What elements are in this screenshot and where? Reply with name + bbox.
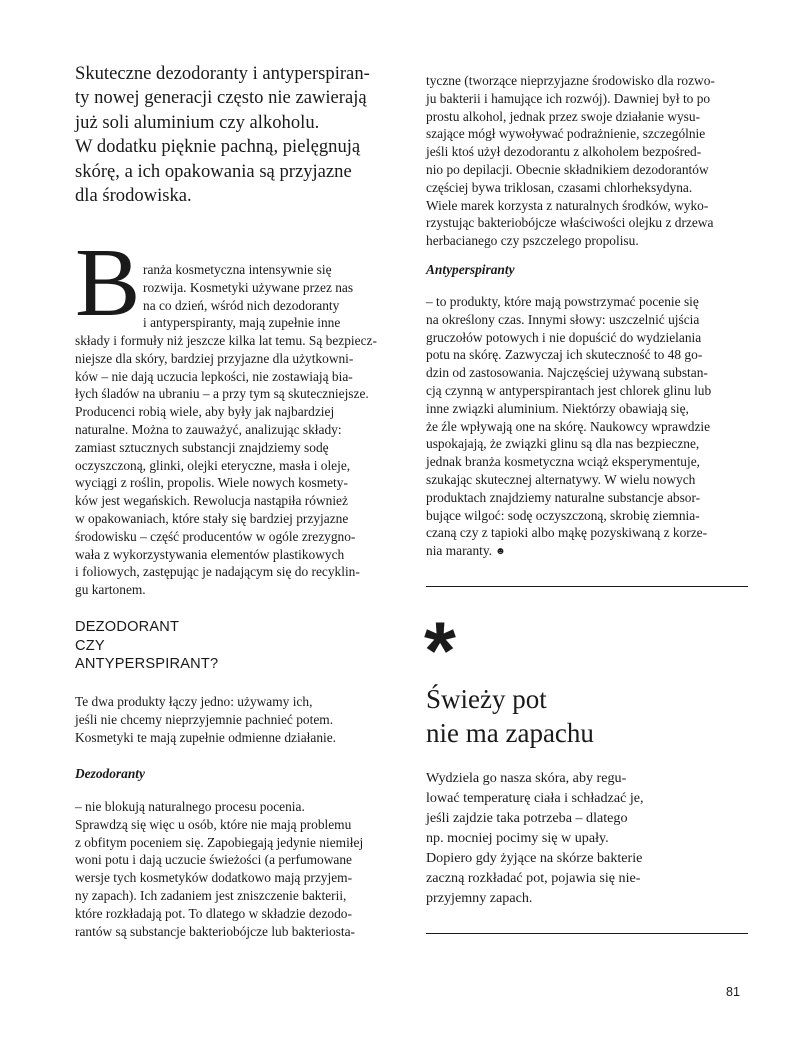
intro-line: niejsze dla skóry, bardziej przyjazne dla użytkowni- [75,350,354,366]
antyperspiranty-line: – to produkty, które mają powstrzymać pocenie się [426,294,699,309]
difference-line: Kosmetyki te mają zupełnie odmienne działanie. [75,729,337,745]
lead-line: ty nowej generacji często nie zawierają [75,87,367,109]
intro-line: zamiast sztucznych substancji znajdziemy sodę [75,439,329,455]
section-heading-line: ANTYPERSPIRANT? [75,656,219,673]
intro-line: oczyszczoną, glinki, olejki eteryczne, masła i oleje, [75,457,351,473]
section-heading-line: CZY [75,637,105,654]
antyperspiranty-line [426,542,711,561]
intro-line: na co dzień, wśród nich dezodoranty [143,297,340,313]
asterisk-icon: * [424,606,456,697]
intro-indented-lines [143,261,353,332]
intro-line: ków jest wegańskich. Rewolucja nastąpiła również [75,493,348,509]
intro-line: naturalne. Można to zauważyć, analizując składy: [75,421,342,437]
dezodoranty-line: które rozkładają pot. To dlatego w składzie dezodo- [75,905,352,921]
sidebar-line: przyjemny zapach. [426,890,533,906]
antyperspiranty-line: gruczołów potowych i nie dopuścić do wydzielania [426,329,702,345]
sidebar-top-rule [426,586,748,587]
lead-line: W dodatku pięknie pachną, pielęgnują [75,136,361,158]
antyperspiranty-line: produktach znajdziemy naturalne substancje absor- [426,489,701,505]
intro-line: rozwija. Kosmetyki używane przez nas [143,279,354,295]
dezodoranty-line: wersje tych kosmetyków dodatkowo mają przyjem- [75,870,353,886]
dezodoranty-line: woni potu i dają uczucie świeżości (a perfumowane [75,852,353,868]
continuation-line: jeśli ktoś użył dezodorantu z alkoholem bezpośred- [426,144,702,160]
sidebar-line: lować temperaturę ciała i schładzać je, [426,790,644,806]
continuation-line: tyczne (tworzące nieprzyjazne środowisko dla rozwo- [426,73,715,88]
intro-line: Producenci robią wiele, aby były jak najbardziej [75,404,335,420]
lead-line: Skuteczne dezodoranty i antyperspiran- [75,63,370,84]
drop-cap: B [75,229,141,337]
intro-body [75,332,377,599]
antyperspiranty-line: że źle wpływają one na skórę. Naukowcy wprawdzie [426,418,711,434]
sidebar-title-line: Świeży pot [426,684,547,714]
antyperspiranty-line: cją czynną w antyperspirantach jest chlorek glinu lub [426,382,712,398]
difference-line: Te dwa produkty łączy jedno: używamy ich, [75,694,313,709]
antyperspiranty-line: jednak branża kosmetyczna wciąż eksperymentuje, [426,454,701,470]
intro-line: łych śladów na ubraniu – a przy tym są skuteczniejsze. [75,386,369,402]
sidebar-line: Wydziela go nasza skóra, aby regu- [426,770,627,786]
intro-line: i foliowych, zastępując je nadającym się do recyklin- [75,564,360,580]
antyperspiranty-line: czaną czy z tapioki albo mąkę pozyskiwaną z korze- [426,525,708,541]
antyperspiranty-heading: Antyperspiranty [426,262,515,277]
continuation-line: prostu alkohol, jednak przez swoje działanie wysu- [426,108,701,124]
dezodoranty-continuation [426,72,715,250]
dezodoranty-line: z obfitym poceniem się. Zapobiegają jedynie niemiłej [75,834,364,850]
continuation-line: rzystując bakteriobójcze właściwości olejku z drzewa [426,215,714,231]
sidebar-body [426,768,644,908]
dezodoranty-line: rantów są substancje bakteriobójcze lub bakteriosta- [75,923,355,939]
sidebar-line: jeśli zajdzie taka potrzeba – dlatego [426,810,628,826]
antyperspiranty-line: potu na skórę. Zazwyczaj ich skuteczność to 48 go- [426,347,703,363]
lead-line: skórę, a ich opakowania są przyjazne [75,160,352,182]
intro-line: wała z wykorzystywania elementów plastikowych [75,546,345,562]
antyperspiranty-line: szukając skutecznej alternatywy. W wielu nowych [426,471,696,487]
dezodoranty-line: ny zapach). Ich zadaniem jest zniszczenie bakterii, [75,887,347,903]
page-number: 81 [726,985,740,999]
dezodoranty-line: Sprawdzą się więc u osób, które nie mają problemu [75,816,352,832]
sidebar-title [426,682,594,750]
antyperspiranty-line: uspokajają, że związki glinu są dla nas bezpieczne, [426,436,700,452]
sidebar-line: Dopiero gdy żyjące na skórze bakterie [426,850,643,866]
sidebar-bottom-rule [426,933,748,934]
lead-paragraph [75,62,405,208]
difference-paragraph [75,693,336,746]
section-heading [75,618,218,674]
continuation-line: ju bakterii i hamujące ich rozwój). Dawniej był to po [426,90,711,106]
antyperspiranty-line: inne związki aluminium. Niektórzy obawiają się, [426,400,689,416]
continuation-line: częściej bywa triklosan, czasami chlorheksydyna. [426,179,693,195]
lead-line: już soli aluminium czy alkoholu. [75,111,320,133]
sidebar-title-line: nie ma zapachu [426,718,594,748]
dezodoranty-heading: Dezodoranty [75,766,145,781]
lead-line: dla środowiska. [75,185,192,207]
continuation-line: nio po depilacji. Obecnie składnikiem dezodorantów [426,161,709,177]
intro-line: środowisku – część producentów w ogóle zrezygno- [75,528,356,544]
difference-line: jeśli nie chcemy nieprzyjemnie pachnieć potem. [75,711,334,727]
continuation-line: Wiele marek korzysta z naturalnych środków, wyko- [426,197,709,213]
antyperspiranty-body [426,293,711,561]
antyperspiranty-line: na określony czas. Innymi słowy: uszczelnić ujścia [426,311,700,327]
intro-line: w opakowaniach, które stały się bardziej przyjazne [75,510,349,526]
intro-line: składy i formuły niż jeszcze kilka lat temu. Są bezpiecz- [75,333,377,348]
intro-line: ranża kosmetyczna intensywnie się [143,262,332,277]
antyperspiranty-last-text: nia maranty. [426,543,493,559]
intro-line: i antyperspiranty, mają zupełnie inne [143,315,341,331]
antyperspiranty-line: dzin od zastosowania. Najczęściej używaną substan- [426,365,708,381]
intro-line: wyciągi z roślin, propolis. Wiele nowych kosmety- [75,475,348,491]
intro-line: ków – nie dają uczucia lepkości, nie zostawiają bia- [75,368,353,384]
antyperspiranty-line: bujące wilgoć: sodę oczyszczoną, skrobię ziemnia- [426,507,700,523]
sidebar-line: np. mocniej pocimy się w upały. [426,830,609,846]
sidebar-line: zaczną rozkładać pot, pojawia się nie- [426,870,641,886]
dezodoranty-line: – nie blokują naturalnego procesu pocenia. [75,799,305,814]
continuation-line: herbacianego czy pszczelego propolisu. [426,233,639,249]
intro-line: gu kartonem. [75,582,146,598]
dezodoranty-body [75,798,363,940]
end-of-article-icon: ☻ [495,546,506,558]
section-heading-line: DEZODORANT [75,619,180,635]
continuation-line: szające mógł wywoływać podrażnienie, szczególnie [426,126,706,142]
